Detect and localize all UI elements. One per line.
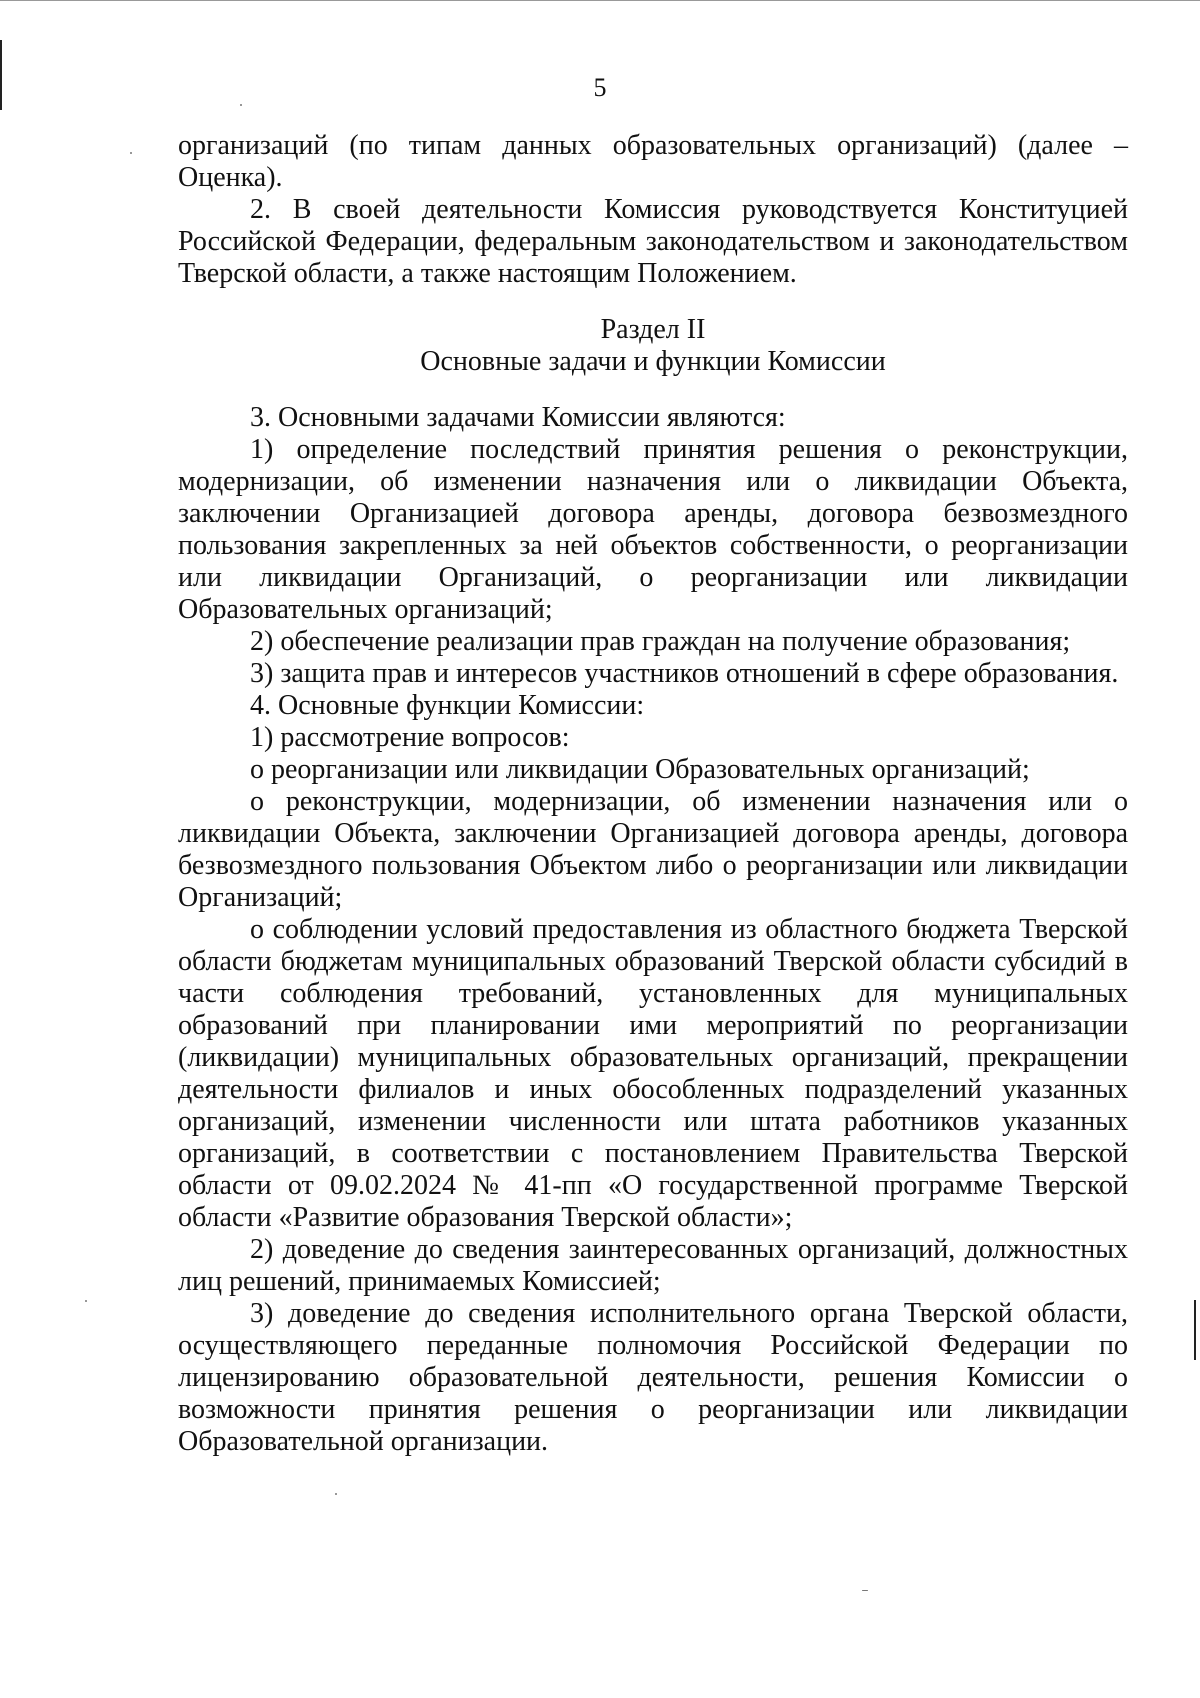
scan-edge-top xyxy=(0,0,1200,1)
paragraph: о реконструкции, модернизации, об изменении назначения или о ликвидации Объекта, заключении Организацией договора аренды, договора безвозмездного пользования Объектом либо о реорганизации или ликвидации Организаций; xyxy=(178,786,1128,913)
scan-speck xyxy=(862,1590,868,1591)
paragraph: 2) обеспечение реализации прав граждан на получение образования; xyxy=(250,626,1071,657)
page-number: 5 xyxy=(593,73,607,102)
document-body xyxy=(178,130,1128,1458)
scan-speck xyxy=(85,1300,87,1302)
paragraph: 2. В своей деятельности Комиссия руководствуется Конституцией Российской Федерации, федеральным законодательством и законодательством Тверской области, а также настоящим Положением. xyxy=(178,194,1128,289)
paragraph: 4. Основные функции Комиссии: xyxy=(250,690,645,721)
paragraph: о реорганизации или ликвидации Образовательных организаций; xyxy=(250,754,1030,785)
paragraph: 2) доведение до сведения заинтересованных организаций, должностных лиц решений, принимаемых Комиссией; xyxy=(178,1234,1128,1297)
scan-speck xyxy=(335,1493,337,1495)
paragraph: 1) рассмотрение вопросов: xyxy=(250,722,570,753)
section-number: Раздел II xyxy=(600,314,706,345)
paragraph: 1) определение последствий принятия решения о реконструкции, модернизации, об изменении назначения или о ликвидации Объекта, заключении Организацией договора аренды, договора безвозмездного пользования закрепленных за ней объектов собственности, о реорганизации или ликвидации Организаций, о реорганизации или ликвидации Образовательных организаций; xyxy=(178,434,1128,625)
scan-speck xyxy=(240,104,242,106)
paragraph: 3. Основными задачами Комиссии являются: xyxy=(250,402,786,433)
scan-speck xyxy=(130,152,132,154)
scan-edge-right xyxy=(1194,1300,1196,1360)
paragraph: организаций (по типам данных образовательных организаций) (далее – Оценка). xyxy=(178,130,1128,193)
paragraph: 3) защита прав и интересов участников отношений в сфере образования. xyxy=(250,658,1119,689)
paragraph: 3) доведение до сведения исполнительного органа Тверской области, осуществляющего переданные полномочия Российской Федерации по лицензированию образовательной деятельности, решения Комиссии о возможности принятия решения о реорганизации или ликвидации Образовательной организации. xyxy=(178,1298,1128,1457)
section-title: Основные задачи и функции Комиссии xyxy=(420,346,886,377)
paragraph: о соблюдении условий предоставления из областного бюджета Тверской области бюджетам муниципальных образований Тверской области субсидий в части соблюдения требований, установленных для муниципальных образований при планировании ими мероприятий по реорганизации (ликвидации) муниципальных образовательных организаций, прекращении деятельности филиалов и иных обособленных подразделений указанных организаций, изменении численности или штата работников указанных организаций, в соответствии с постановлением Правительства Тверской области от 09.02.2024 № 41-пп «О государственной программе Тверской области «Развитие образования Тверской области»; xyxy=(178,914,1128,1233)
